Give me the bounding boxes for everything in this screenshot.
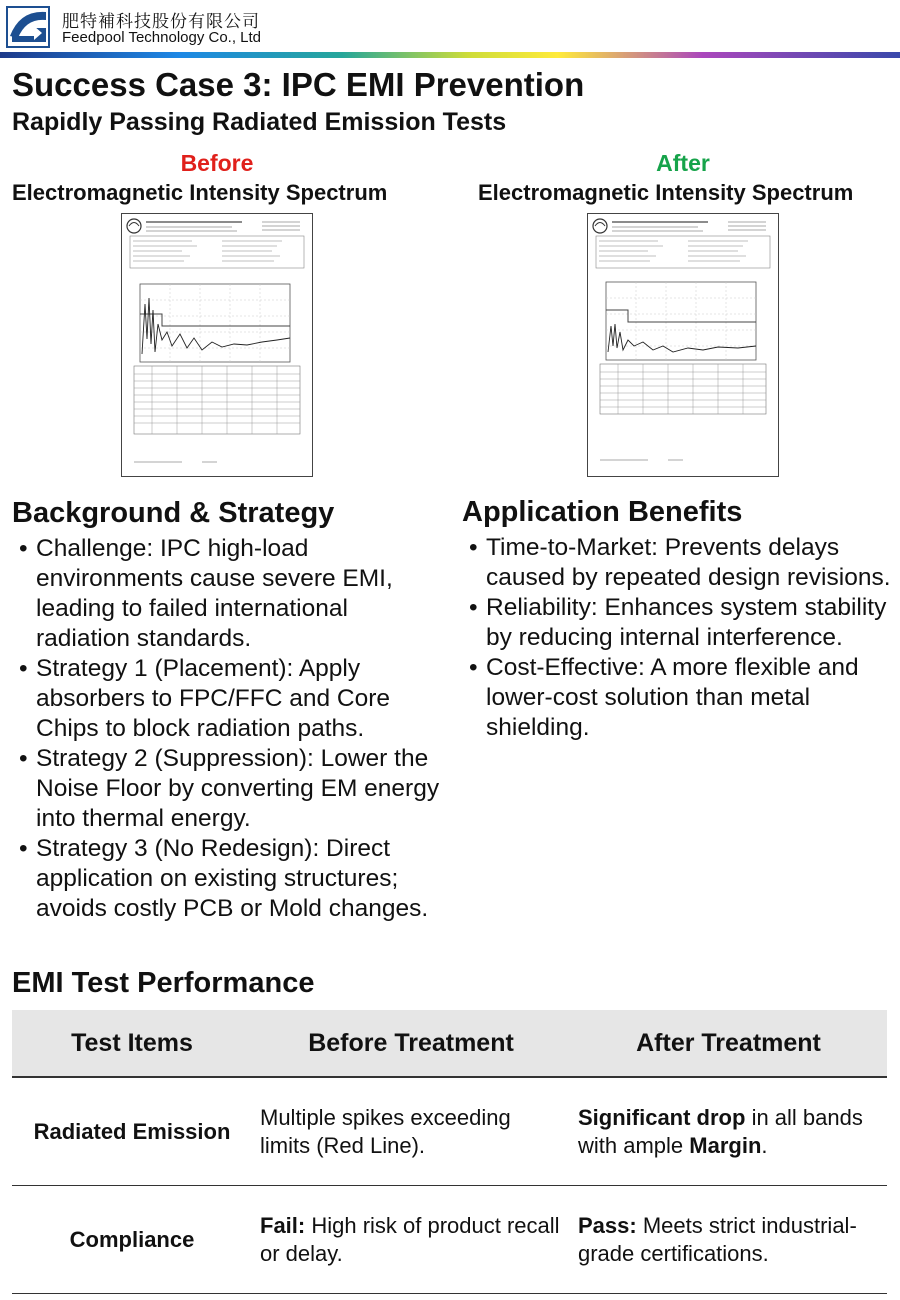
before-test-report-image	[121, 213, 313, 477]
list-item: • Strategy 1 (Placement): Apply absorbers to FPC/FFC and Core Chips to block radiation paths.	[12, 654, 440, 744]
list-item: • Strategy 3 (No Redesign): Direct application on existing structures; avoids costly PCB or Mold changes.	[12, 834, 440, 924]
table-row	[12, 1077, 887, 1186]
table-header-row	[12, 1010, 887, 1077]
before-treatment-cell: Multiple spikes exceeding limits (Red Line).	[252, 1077, 570, 1186]
emi-performance-heading: EMI Test Performance	[12, 967, 315, 999]
before-spectrum-title: Electromagnetic Intensity Spectrum	[12, 180, 388, 205]
application-benefits-heading: Application Benefits	[462, 496, 743, 528]
table-row	[12, 1186, 887, 1294]
column-header-test-items: Test Items	[12, 1010, 252, 1077]
list-item: • Cost-Effective: A more flexible and lower-cost solution than metal shielding.	[462, 653, 892, 743]
list-item: • Time-to-Market: Prevents delays caused by repeated design revisions.	[462, 533, 892, 593]
column-header-before-treatment: Before Treatment	[252, 1010, 570, 1077]
background-strategy-list	[12, 534, 440, 924]
after-label: After	[656, 150, 710, 176]
after-treatment-cell: Pass: Meets strict industrial-grade certifications.	[570, 1186, 887, 1294]
after-treatment-cell: Significant drop in all bands with ample Margin.	[570, 1077, 887, 1186]
company-logo-icon	[6, 6, 50, 48]
page-subtitle: Rapidly Passing Radiated Emission Tests	[12, 108, 507, 136]
test-item-cell: Compliance	[12, 1186, 252, 1294]
column-header-after-treatment: After Treatment	[570, 1010, 887, 1077]
after-test-report-image	[587, 213, 779, 477]
list-item: • Strategy 2 (Suppression): Lower the Noise Floor by converting EM energy into thermal energy.	[12, 744, 440, 834]
after-spectrum-title: Electromagnetic Intensity Spectrum	[478, 180, 854, 205]
list-item: • Reliability: Enhances system stability by reducing internal interference.	[462, 593, 892, 653]
before-treatment-cell: Fail: High risk of product recall or delay.	[252, 1186, 570, 1294]
test-item-cell: Radiated Emission	[12, 1077, 252, 1186]
company-name-chinese: 肥特補科技股份有限公司	[62, 12, 260, 32]
before-label: Before	[180, 150, 254, 176]
background-strategy-heading: Background & Strategy	[12, 497, 335, 529]
company-name-english: Feedpool Technology Co., Ltd	[62, 29, 262, 46]
header-gradient-bar	[0, 52, 900, 58]
page-title: Success Case 3: IPC EMI Prevention	[12, 66, 585, 103]
list-item: • Challenge: IPC high-load environments cause severe EMI, leading to failed international radiation standards.	[12, 534, 440, 654]
header	[0, 0, 900, 52]
application-benefits-list	[462, 533, 892, 743]
emi-performance-table	[12, 1010, 887, 1294]
